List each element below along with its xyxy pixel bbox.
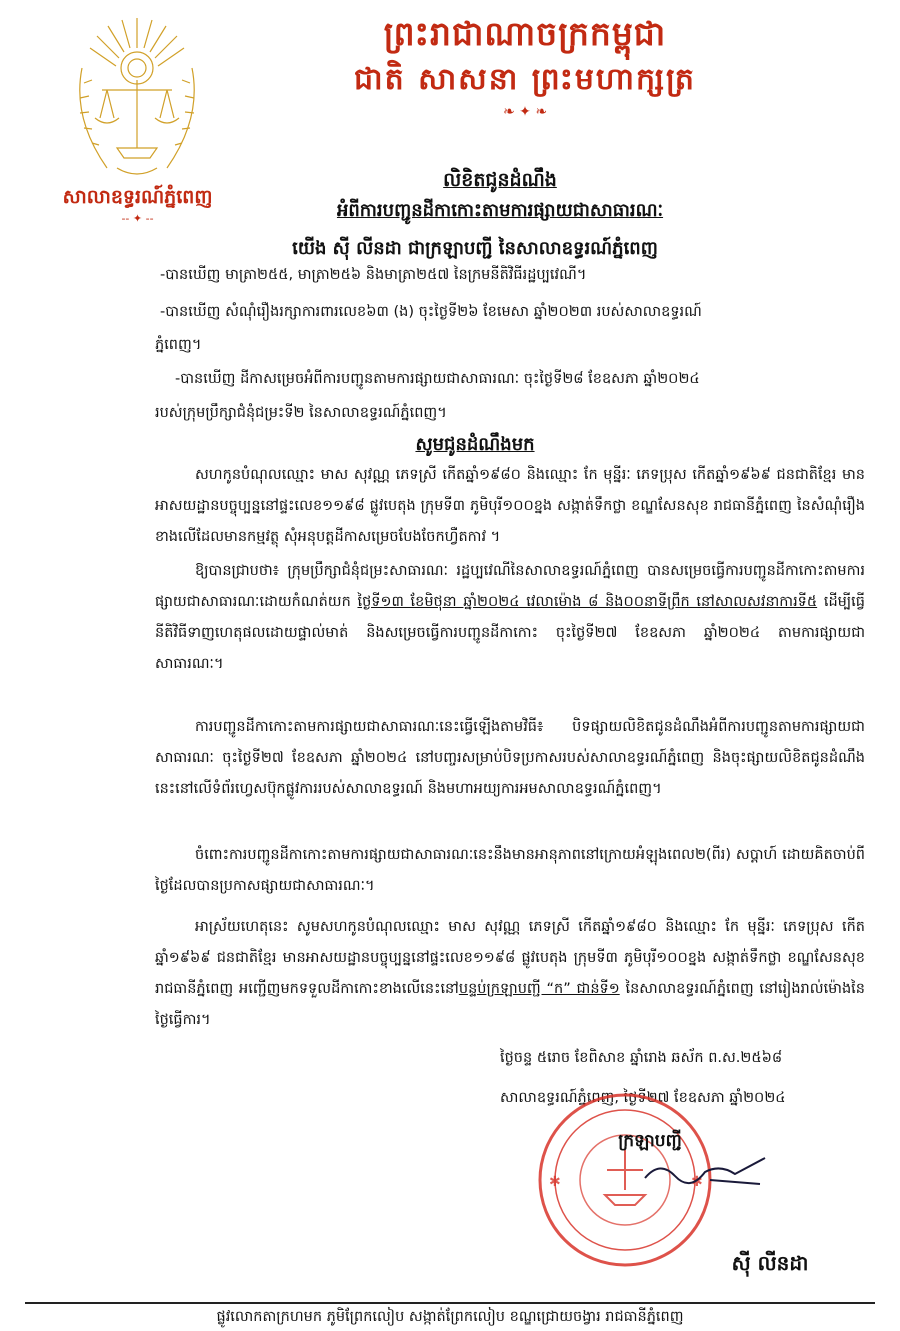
document-subtitle: អំពីការបញ្ជូនដីកាកោះតាមការផ្សាយជាសាធារណៈ bbox=[336, 200, 664, 221]
hearing-text-a: ឱ្យបានជ្រាបថា៖ ក្រុមប្រឹក្សាជំនុំជម្រះសាធារណៈ រដ្ឋប្បវេណីនៃសាលាឧទ្ធរណ៍ភ្នំពេញ បានសម្រេចធ្វើការបញ្ជូនដីកាកោះតាមការផ្សាយជាសាធារណៈដោយកំណត់យក bbox=[155, 563, 865, 610]
national-motto: ជាតិ សាសនា ព្រះមហាក្សត្រ bbox=[354, 62, 696, 97]
notice-heading: សូមជូនដំណឹងមក bbox=[415, 434, 535, 455]
paragraph-summons bbox=[155, 912, 865, 1036]
svg-text:✱: ✱ bbox=[691, 1174, 703, 1190]
court-emblem-icon bbox=[62, 8, 212, 183]
paragraph-parties: សហកូនបំណុលឈ្មោះ មាស សុវណ្ណ ភេទស្រី កើតឆ្នាំ១៩៨០ និងឈ្មោះ កែ មុន្នីរៈ ភេទប្រុស កើតឆ្នាំ១៩៦៩ ជនជាតិខ្មែរ មានអាសយដ្ឋានបច្ចុប្បន្ននៅផ្ទះលេខ១១៩៨ ផ្លូវបេតុង ក្រុមទី៣ ភូមិបុរី១០០ខ្នង សង្កាត់ទឹកថ្លា ខណ្ឌសែនសុខ រាជធានីភ្នំពេញ នៃសំណុំរឿងខាងលើដែលមានកម្មវត្ថុ សុំអនុបត្តដីកាសម្រេចបែងចែកហ្វឺតកាវ ។ bbox=[155, 467, 865, 545]
document-title: លិខិតជូនដំណឹង bbox=[443, 169, 557, 191]
solar-date: សាលាឧទ្ធរណ៍ភ្នំពេញ, ថ្ងៃទី២៧ ខែឧសភា ឆ្នាំ២០២៤ bbox=[500, 1090, 786, 1106]
issuer-statement: យើង ស៊ី លីនដា ជាក្រឡាបញ្ជី នៃសាលាឧទ្ធរណ៍ភ្នំពេញ bbox=[292, 238, 658, 259]
hearing-text-c: ដើម្បីធ្វើនីតិវិធីទាញហេតុផលដោយផ្ទាល់មាត់ និងសម្រេចធ្វើការបញ្ជូនដីកាកោះ ចុះថ្ងៃទី២៧ ខែឧសភា ឆ្នាំ២០២៤ តាមការផ្សាយជាសាធារណៈ។ bbox=[155, 594, 865, 672]
summons-text-a: អាស្រ័យហេតុនេះ សូមសហកូនបំណុលឈ្មោះ មាស សុវណ្ណ ភេទស្រី កើតឆ្នាំ១៩៨០ និងឈ្មោះ កែ មុន្នីរៈ ភេទប្រុស កើតឆ្នាំ១៩៦៩ ជនជាតិខ្មែរ មានអាសយដ្ឋានបច្ចុប្បន្ននៅផ្ទះលេខ១១៩៨ ផ្លូវបេតុង ក្រុមទី៣ ភូមិបុរី១០០ខ្នង សង្កាត់ទឹកថ្លា ខណ្ឌសែនសុខ រាជធានីភ្នំពេញ អញ្ជើញមកទទួលដីកាកោះខាងលើនេះនៅ bbox=[155, 919, 865, 997]
footer-address: ផ្លូវលោកតាក្រហមក ភូមិព្រែកលៀប សង្កាត់ព្រែកលៀប ខណ្ឌជ្រោយចង្វារ រាជធានីភ្នំពេញ bbox=[216, 1309, 684, 1325]
consideration-line: -បានឃើញ ដីកាសម្រេចអំពីការបញ្ជូនតាមការផ្សាយជាសាធារណៈ ចុះថ្ងៃទី២៨ ខែឧសភា ឆ្នាំ២០២៤ bbox=[175, 371, 700, 387]
handwritten-signature bbox=[640, 1150, 770, 1190]
signatory-name: ស៊ី លីនដា bbox=[731, 1251, 809, 1275]
court-name: សាលាឧទ្ធរណ៍ភ្នំពេញ bbox=[62, 186, 213, 208]
registry-room-underlined: បន្ទប់ក្រឡាបញ្ជី “ក” ជាន់ទី១ bbox=[458, 981, 620, 997]
consideration-line: របស់ក្រុមប្រឹក្សាជំនុំជម្រះទី២ នៃសាលាឧទ្ធរណ៍ភ្នំពេញ។ bbox=[155, 405, 447, 421]
summons-text-c: នៃសាលាឧទ្ធរណ៍ភ្នំពេញ នៅរៀងរាល់ម៉ោងនៃថ្ងៃធ្វើការ។ bbox=[155, 981, 865, 1028]
svg-text:✱: ✱ bbox=[549, 1174, 561, 1190]
paragraph-hearing bbox=[155, 556, 865, 680]
consideration-line: ភ្នំពេញ។ bbox=[155, 337, 202, 353]
kingdom-heading: ព្រះរាជាណាចក្រកម្ពុជា bbox=[383, 14, 667, 53]
signatory-position: ក្រឡាបញ្ជី bbox=[618, 1131, 682, 1151]
footer-divider bbox=[25, 1302, 875, 1304]
hearing-date-underlined: ថ្ងៃទី១៣ ខែមិថុនា ឆ្នាំ២០២៤ វេលាម៉ោង ៨ និង០០នាទីព្រឹក នៅសាលសវនាការទី៥ bbox=[357, 594, 818, 610]
paragraph-effect: ចំពោះការបញ្ជូនដីកាកោះតាមការផ្សាយជាសាធារណៈនេះនឹងមានអានុភាពនៅក្រោយអំឡុងពេល២(ពីរ) សប្តាហ៍ ដោយគិតចាប់ពីថ្ងៃដែលបានប្រកាសផ្សាយជាសាធារណៈ។ bbox=[155, 847, 865, 894]
consideration-line: -បានឃើញ មាត្រា២៥៥, មាត្រា២៥៦ និងមាត្រា២៥៧ នៃក្រមនីតិវិធីរដ្ឋប្បវេណី។ bbox=[160, 267, 587, 283]
paragraph-method: ការបញ្ជូនដីកាកោះតាមការផ្សាយជាសាធារណៈនេះធ្វើឡើងតាមវិធី៖ បិទផ្សាយលិខិតជូនដំណឹងអំពីការបញ្ជូនតាមការផ្សាយជាសាធារណៈ ចុះថ្ងៃទី២៧ ខែឧសភា ឆ្នាំ២០២៤ នៅបញ្ចរសម្រាប់បិទប្រកាសរបស់សាលាឧទ្ធរណ៍ភ្នំពេញ និងចុះផ្សាយលិខិតជូនដំណឹងនេះនៅលើទំព័រហ្វេសប៊ុកផ្លូវការរបស់សាលាឧទ្ធរណ៍ និងមហាអយ្យការអមសាលាឧទ្ធរណ៍ភ្នំពេញ។ bbox=[155, 719, 865, 797]
consideration-line: -បានឃើញ សំណុំរឿងរក្សាការពារលេខ៦៣ (ង) ចុះថ្ងៃទី២៦ ខែមេសា ឆ្នាំ២០២៣ របស់សាលាឧទ្ធរណ៍ bbox=[160, 304, 702, 320]
lunar-date: ថ្ងៃចន្ទ ៥រោច ខែពិសាខ ឆ្នាំរោង ឆស័ក ព.ស.២៥៦៨ bbox=[500, 1050, 783, 1066]
court-ornament: -- ✦ -- bbox=[121, 212, 154, 225]
header-ornament: ❧ ✦ ❧ bbox=[502, 104, 548, 120]
